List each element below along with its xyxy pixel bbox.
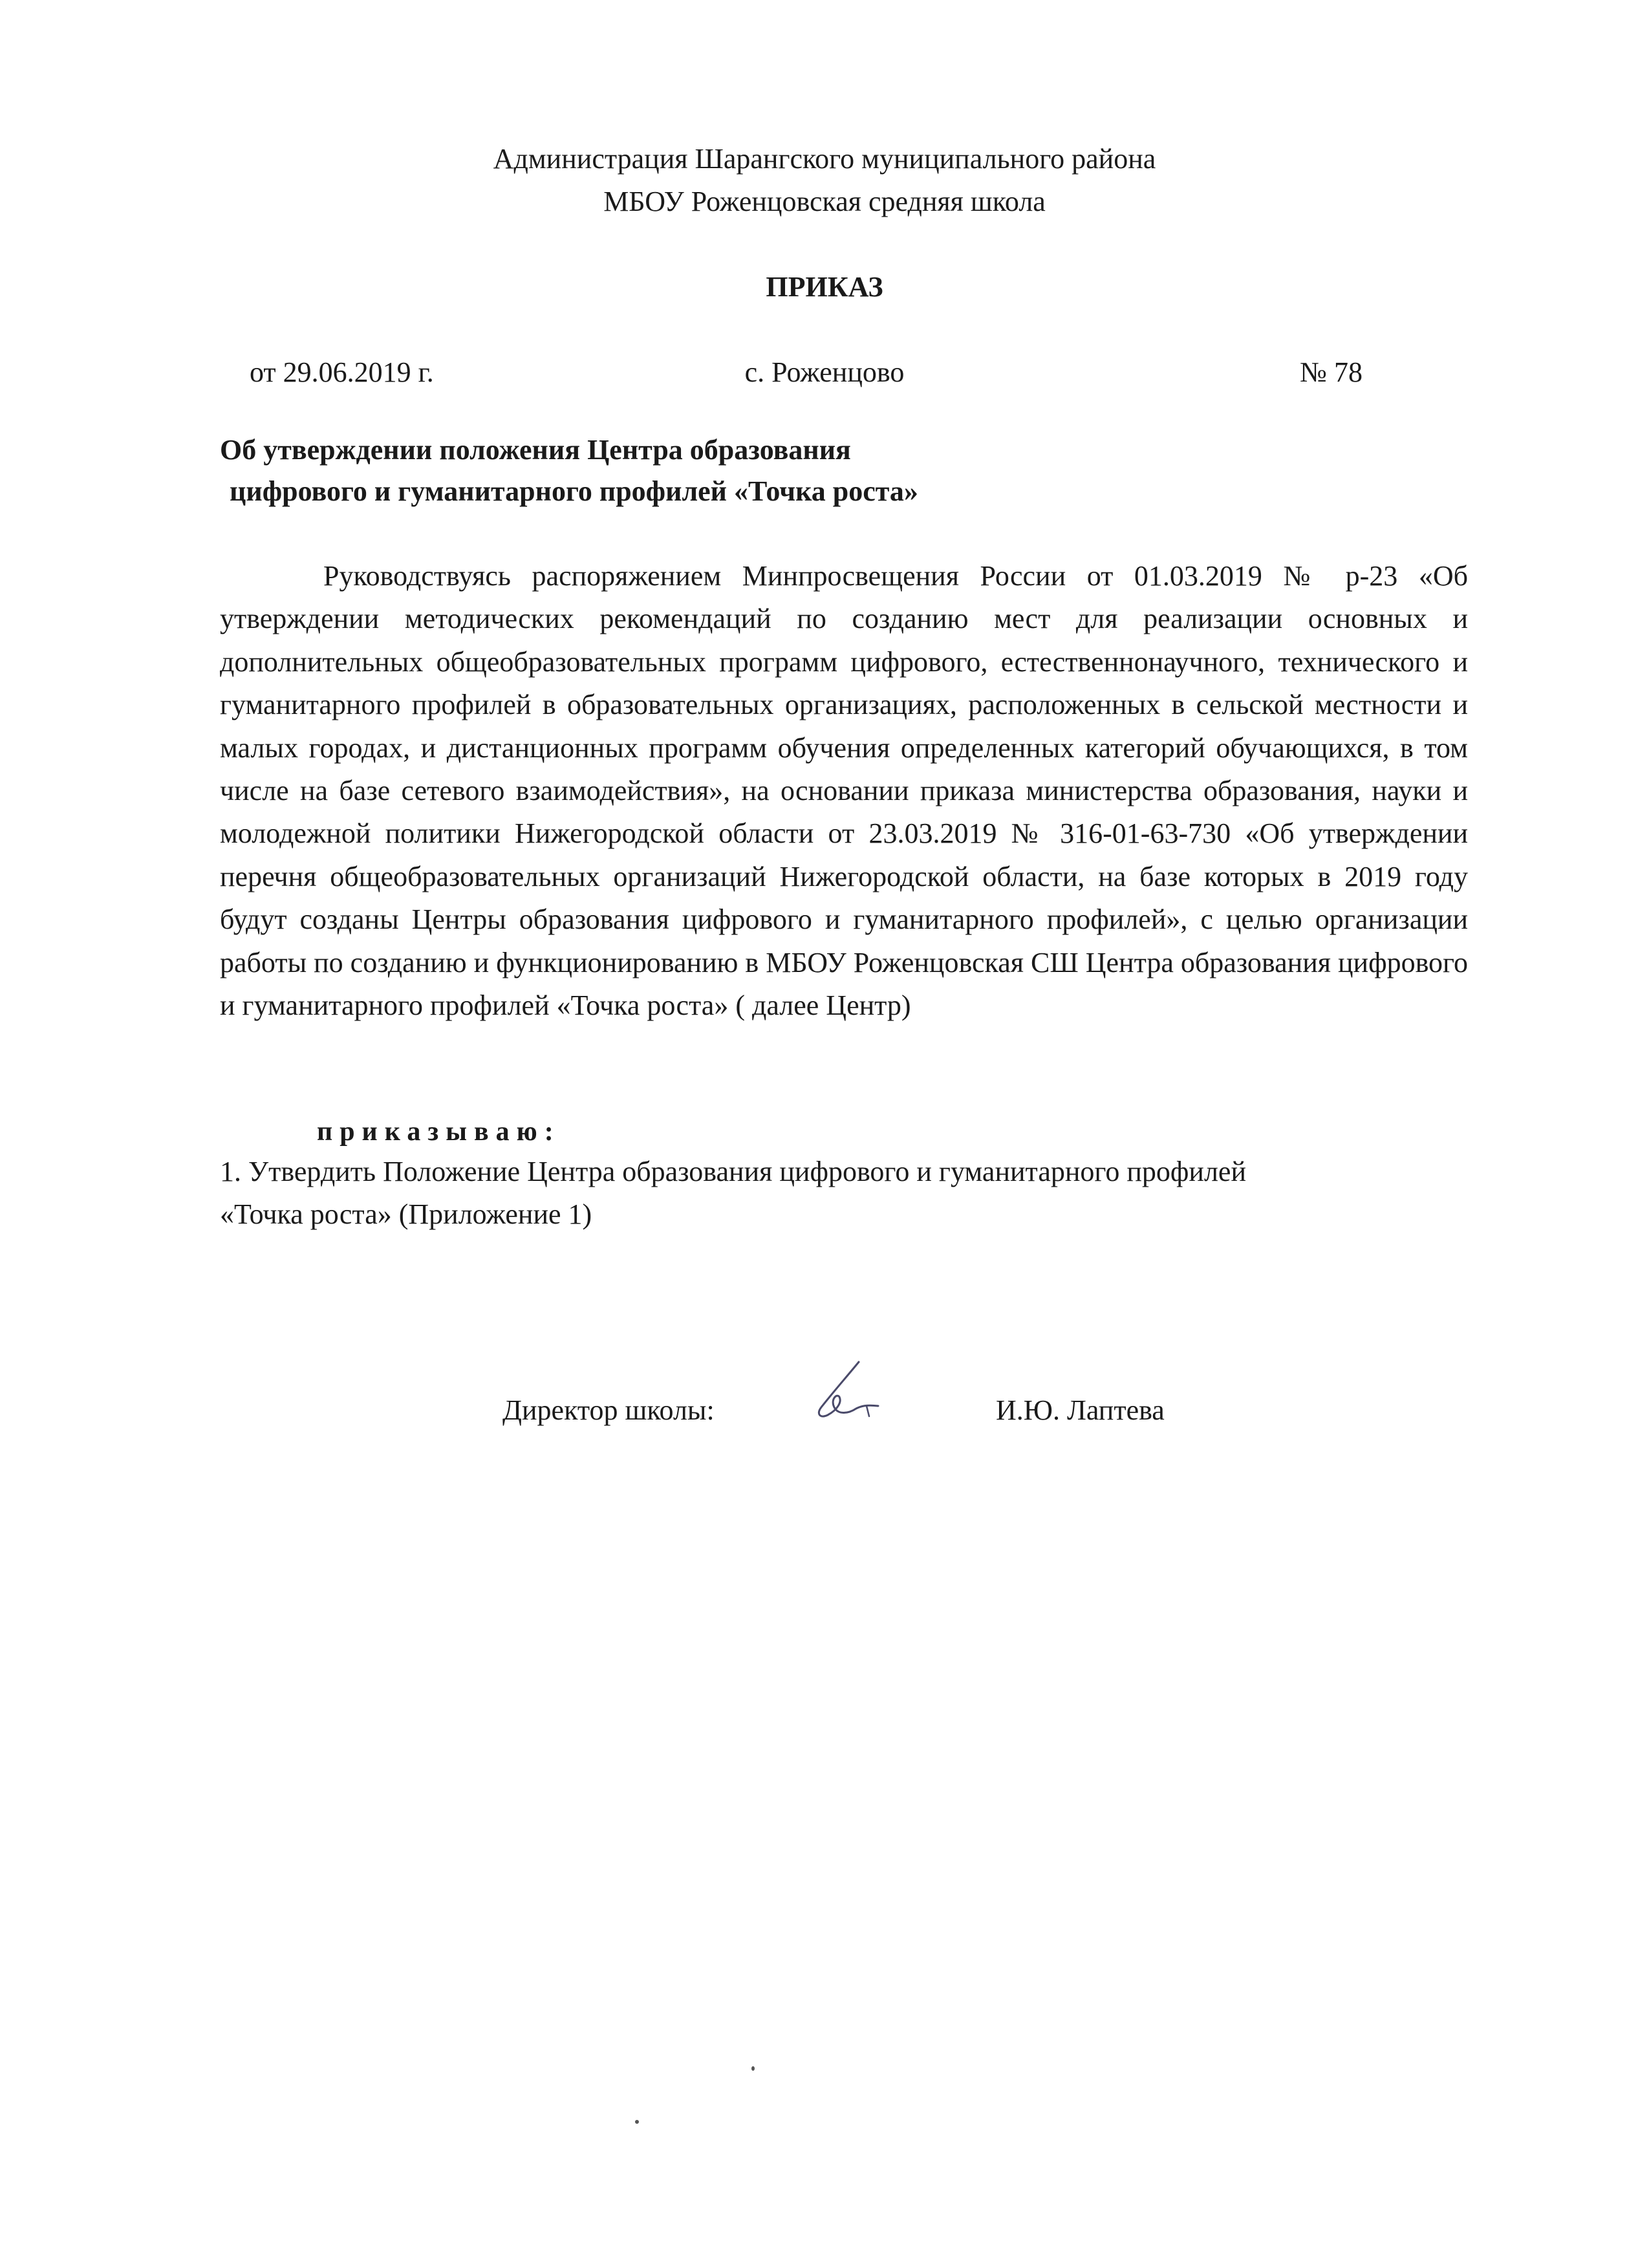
- signatory-role: Директор школы:: [502, 1394, 715, 1426]
- order-date: от 29.06.2019 г.: [250, 356, 434, 388]
- scan-speck: [635, 2120, 639, 2124]
- subject-line-2: цифрового и гуманитарного профилей «Точка роста»: [230, 475, 918, 507]
- document-title: ПРИКАЗ: [766, 271, 883, 303]
- order-word: приказываю:: [317, 1117, 561, 1147]
- handwritten-signature: [802, 1357, 899, 1428]
- organization-line-1: Администрация Шарангского муниципального района: [493, 143, 1156, 175]
- scan-speck: [751, 2066, 755, 2071]
- order-item-1-line-1: 1. Утвердить Положение Центра образования цифрового и гуманитарного профилей: [220, 1156, 1246, 1187]
- order-item-1-line-2: «Точка роста» (Приложение 1): [220, 1198, 592, 1230]
- order-number: № 78: [1300, 356, 1363, 388]
- subject-line-1: Об утверждении положения Центра образования: [220, 434, 851, 466]
- organization-line-2: МБОУ Роженцовская средняя школа: [603, 186, 1046, 217]
- order-place: с. Роженцово: [744, 356, 905, 388]
- body-paragraph: Руководствуясь распоряжением Минпросвещения России от 01.03.2019 № р-23 «Об утверждении методических рекомендаций по созданию мест для реализации основных и дополнительных общеобразовательных программ цифрового, естественнонаучного, технического и гуманитарного профилей в образовательных организациях, расположенных в сельской местности и малых городах, и дистанционных программ обучения определенных категорий обучающихся, в том числе на базе сетевого взаимодействия», на основании приказа министерства образования, науки и молодежной политики Нижегородской области от 23.03.2019 № 316-01-63-730 «Об утверждении перечня общеобразовательных организаций Нижегородской области, на базе которых в 2019 году будут созданы Центры образования цифрового и гуманитарного профилей», с целью организации работы по созданию и функционированию в МБОУ Роженцовская СШ Центра образования цифрового и гуманитарного профилей «Точка роста» ( далее Центр): [220, 560, 1469, 1022]
- signatory-name: И.Ю. Лаптева: [996, 1394, 1165, 1426]
